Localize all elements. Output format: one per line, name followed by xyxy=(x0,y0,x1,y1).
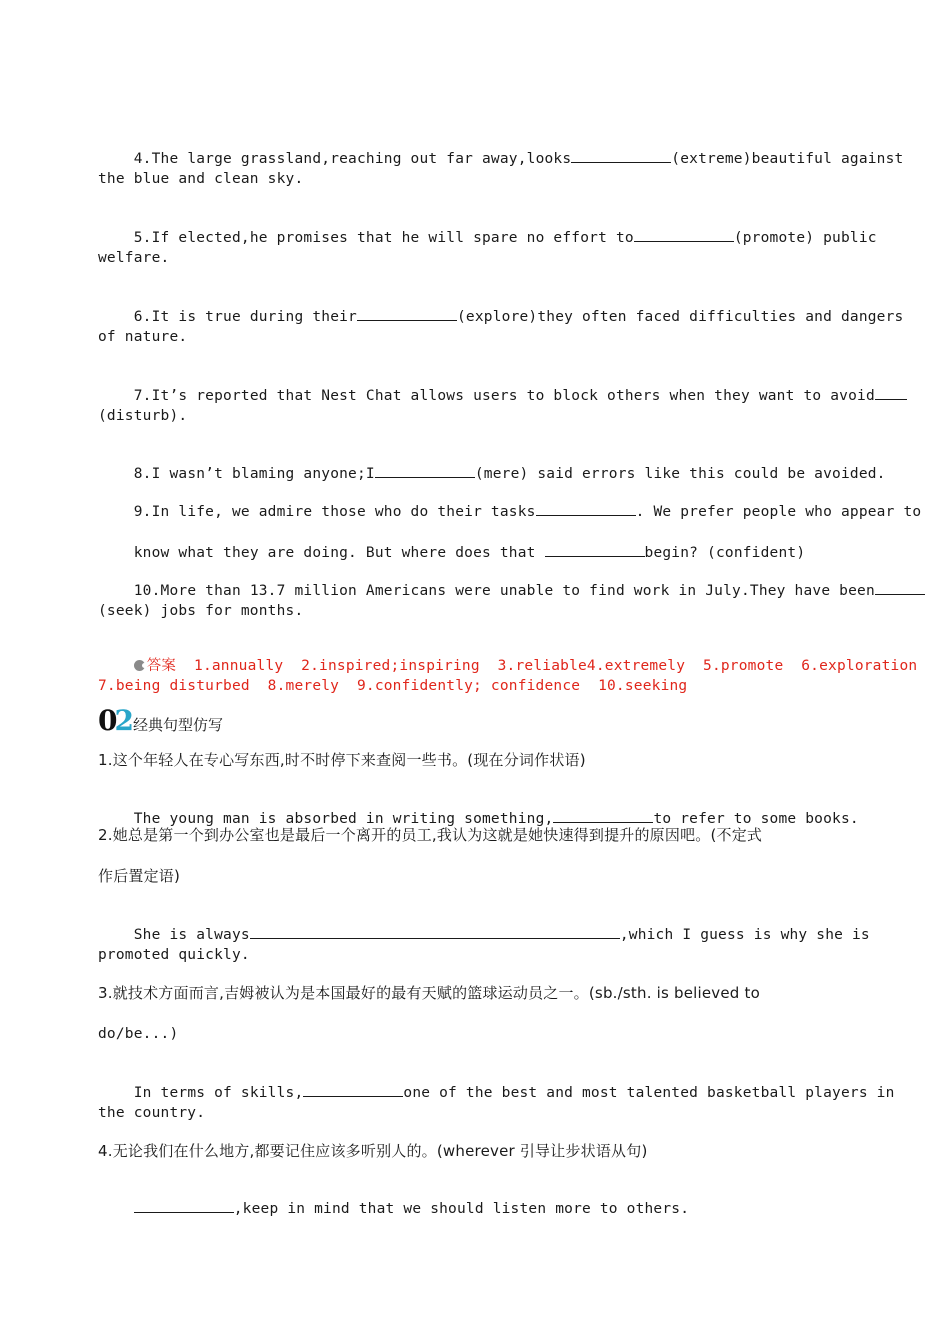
sentence-4-prompt: 4.无论我们在什么地方,都要记住应该多听别人的。(wherever 引导让步状语从句) xyxy=(98,1142,648,1160)
question-6 xyxy=(98,286,903,347)
answer-icon xyxy=(134,660,145,671)
sentence-1-prompt: 1.这个年轻人在专心写东西,时不时停下来查阅一些书。(现在分词作状语) xyxy=(98,751,586,769)
answer-blank[interactable] xyxy=(634,227,734,242)
section-number-zero: 0 xyxy=(98,704,115,737)
sentence-2-end: ,which I guess is why she is xyxy=(619,927,870,943)
question-5 xyxy=(98,207,877,268)
answer-key-line-2: 7.being disturbed 8.merely 9.confidently; confidence 10.seeking xyxy=(98,678,688,694)
question-5-continued: welfare. xyxy=(98,250,170,266)
sentence-2-prompt: 2.她总是第一个到办公室也是最后一个离开的员工,我认为这就是她快速得到提升的原因吧。(不定式 xyxy=(98,826,763,844)
question-7 xyxy=(98,365,907,426)
sentence-3-text: In terms of skills, xyxy=(133,1085,304,1101)
section-number-two: 2 xyxy=(114,704,131,737)
question-5-hint: (promote) public xyxy=(733,230,877,246)
sentence-3-prompt-continued: do/be...) xyxy=(98,1026,179,1042)
question-10-continued: (seek) jobs for months. xyxy=(98,603,304,619)
section-number xyxy=(98,704,131,737)
answer-blank[interactable] xyxy=(545,542,645,557)
question-6-text: 6.It is true during their xyxy=(133,309,357,325)
sentence-4-end: ,keep in mind that we should listen more to others. xyxy=(233,1201,690,1217)
question-8-hint: (mere) said errors like this could be avoided. xyxy=(474,466,886,482)
sentence-3-continued: the country. xyxy=(98,1105,206,1121)
sentence-2-text: She is always xyxy=(133,927,250,943)
answer-blank[interactable] xyxy=(134,1198,234,1213)
question-4-hint: (extreme)beautiful against xyxy=(671,151,904,167)
sentence-1-text: The young man is absorbed in writing something, xyxy=(133,811,554,827)
sentence-4-translation xyxy=(98,1178,689,1239)
answer-blank[interactable] xyxy=(375,463,475,478)
question-4-continued: the blue and clean sky. xyxy=(98,171,304,187)
question-8-text: 8.I wasn’t blaming anyone;I xyxy=(133,466,375,482)
question-6-continued: of nature. xyxy=(98,329,188,345)
answer-blank[interactable] xyxy=(875,385,907,400)
section-heading xyxy=(98,705,223,735)
answer-blank[interactable] xyxy=(357,306,457,321)
question-9-hint: . We prefer people who appear to xyxy=(635,504,922,520)
question-5-text: 5.If elected,he promises that he will spare no effort to xyxy=(133,230,634,246)
question-9-cont-hint: begin? (confident) xyxy=(644,545,806,561)
question-6-hint: (explore)they often faced difficulties and dangers xyxy=(456,309,904,325)
question-9-cont-text: know what they are doing. But where does that xyxy=(133,545,545,561)
answer-blank[interactable] xyxy=(553,808,653,823)
answer-key-text-1: 1.annually 2.inspired;inspiring 3.reliable4.extremely 5.promote 6.exploration xyxy=(194,658,918,674)
answer-blank[interactable] xyxy=(875,580,925,595)
sentence-2-continued: promoted quickly. xyxy=(98,947,250,963)
answer-blank[interactable] xyxy=(571,148,671,163)
question-9-text: 9.In life, we admire those who do their tasks xyxy=(133,504,536,520)
sentence-3-translation xyxy=(98,1062,895,1123)
question-10-text: 10.More than 13.7 million Americans were unable to find work in July.They have been xyxy=(133,583,875,599)
answer-blank[interactable] xyxy=(536,501,636,516)
question-4-text: 4.The large grassland,reaching out far away,looks xyxy=(133,151,572,167)
sentence-1-end: to refer to some books. xyxy=(653,811,859,827)
sentence-3-end: one of the best and most talented basketball players in xyxy=(403,1085,895,1101)
question-7-continued: (disturb). xyxy=(98,408,188,424)
question-7-text: 7.It’s reported that Nest Chat allows users to block others when they want to avoid xyxy=(133,388,875,404)
sentence-2-prompt-continued: 作后置定语) xyxy=(98,867,181,885)
answer-blank[interactable] xyxy=(303,1082,403,1097)
answer-blank[interactable] xyxy=(250,924,620,939)
answer-label: 答案 xyxy=(146,658,177,674)
sentence-3-prompt: 3.就技术方面而言,吉姆被认为是本国最好的最有天赋的篮球运动员之一。(sb./sth. is believed to xyxy=(98,984,760,1002)
section-title: 经典句型仿写 xyxy=(132,716,223,734)
